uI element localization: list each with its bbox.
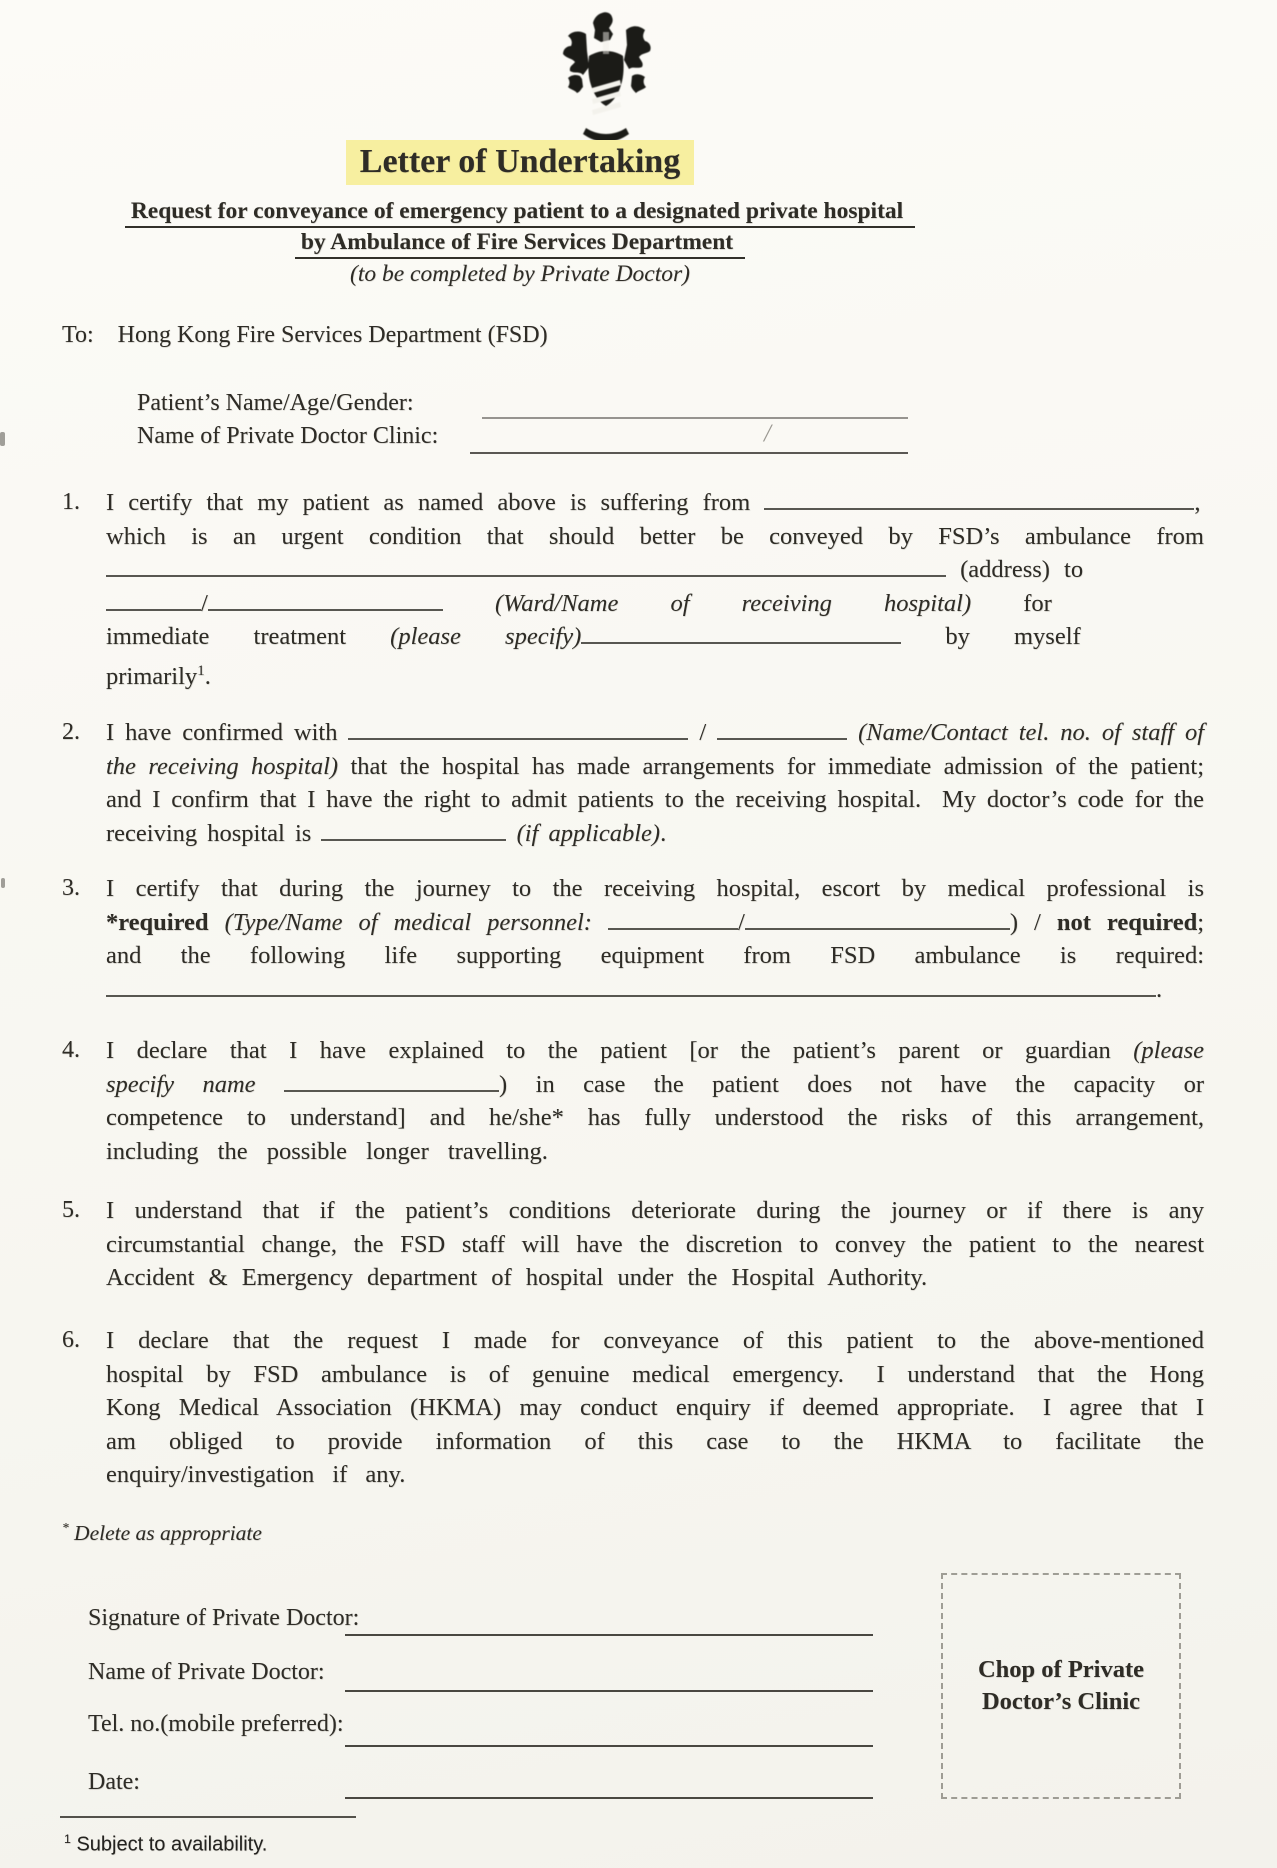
clause-text: / bbox=[738, 908, 745, 936]
clause-text: for bbox=[1023, 589, 1052, 617]
patient-name-blank-field bbox=[482, 417, 908, 419]
clause-text: . bbox=[660, 819, 667, 847]
asterisk-marker: * bbox=[62, 1520, 69, 1535]
clause-2 bbox=[62, 716, 1204, 850]
chop-box-line-1: Chop of Private bbox=[977, 1656, 1145, 1683]
chop-box-line-2: Doctor’s Clinic bbox=[981, 1688, 1141, 1715]
clause-2-text bbox=[106, 716, 1204, 850]
clause-4-number: 4. bbox=[62, 1037, 80, 1063]
subtitle-line-1: Request for conveyance of emergency patient to a designated private hospital bbox=[125, 198, 915, 228]
clause-text: / bbox=[699, 719, 707, 746]
clause-1-text bbox=[106, 486, 1204, 693]
clause-text: I declare that I have explained to the patient [or the patient’s parent or guardian bbox=[106, 1037, 1111, 1064]
blank-doctor-code bbox=[321, 836, 506, 841]
clause-text: I understand that the Hong Kong Medical Association (HKMA) may conduct enquiry if deemed appropriate. bbox=[106, 1360, 1204, 1421]
clause-text: / bbox=[1034, 908, 1041, 936]
clause-6-number: 6. bbox=[62, 1327, 80, 1353]
clause-text: . bbox=[204, 662, 211, 690]
clause-text: I certify that my patient as named above is suffering from bbox=[106, 489, 751, 516]
clause-text-italic: (please specify) bbox=[390, 623, 582, 650]
clause-text: ) bbox=[499, 1070, 508, 1098]
doctor-name-blank-field bbox=[345, 1690, 873, 1692]
blank-treatment bbox=[581, 639, 901, 644]
clause-text: ) bbox=[1009, 908, 1018, 936]
clause-3 bbox=[62, 872, 1204, 1006]
clinic-name-blank-field bbox=[470, 452, 908, 454]
chop-box bbox=[941, 1573, 1181, 1799]
clause-2-number: 2. bbox=[62, 719, 80, 745]
blank-staff-name bbox=[348, 735, 688, 740]
clause-5 bbox=[62, 1194, 1204, 1295]
subtitle-row-1 bbox=[0, 198, 1040, 225]
clause-text: by myself bbox=[945, 623, 1081, 650]
clause-text: primarily bbox=[106, 662, 198, 690]
tel-label: Tel. no.(mobile preferred): bbox=[88, 1711, 344, 1737]
clause-text-italic: (if applicable) bbox=[516, 819, 661, 847]
clause-text-bold: *required bbox=[106, 908, 209, 936]
footnote-text: Subject to availability. bbox=[76, 1833, 268, 1856]
clause-text: (address) to bbox=[960, 556, 1084, 583]
clause-text-italic: (please specify name bbox=[106, 1037, 1204, 1098]
clause-5-text bbox=[106, 1194, 1204, 1295]
scan-edge-artifact bbox=[0, 432, 5, 446]
title-row bbox=[0, 143, 1040, 181]
clause-text: that the hospital has made arrangements for immediate admission of the patient; and I confirm that I have the right to admit patients to the receiving hospital. bbox=[106, 752, 1204, 813]
clause-3-number: 3. bbox=[62, 875, 80, 901]
clause-text: I have confirmed with bbox=[106, 719, 338, 746]
clause-text: My doctor’s code for the receiving hospital is bbox=[106, 786, 1204, 847]
signature-label: Signature of Private Doctor: bbox=[88, 1605, 360, 1631]
footnote-number: 1 bbox=[64, 1832, 71, 1846]
date-blank-field bbox=[345, 1797, 873, 1799]
blank-receiving-hospital bbox=[208, 606, 443, 611]
clause-text-italic: (Type/Name of medical personnel: bbox=[224, 908, 592, 936]
footnote-availability bbox=[64, 1832, 267, 1857]
clause-text: I declare that the request I made for conveyance of this patient to the above-mentioned hospital by FSD ambulance is of genuine medical emergency. bbox=[106, 1327, 1204, 1388]
clause-5-number: 5. bbox=[62, 1197, 80, 1223]
clause-text: / bbox=[201, 589, 208, 617]
tel-blank-field bbox=[345, 1745, 873, 1747]
blank-equipment bbox=[106, 992, 1156, 997]
blank-guardian-name bbox=[284, 1087, 499, 1092]
clause-text: , bbox=[1194, 489, 1201, 516]
addressee-label: To: bbox=[62, 322, 94, 348]
signature-blank-field bbox=[345, 1634, 873, 1636]
clause-4 bbox=[62, 1034, 1204, 1168]
clause-6 bbox=[62, 1324, 1204, 1492]
blank-staff-tel bbox=[717, 735, 847, 740]
clinic-name-label: Name of Private Doctor Clinic: bbox=[137, 423, 439, 449]
patient-name-age-gender-label: Patient’s Name/Age/Gender: bbox=[137, 390, 414, 416]
blank-personnel-name bbox=[745, 925, 1010, 930]
date-label: Date: bbox=[88, 1769, 140, 1795]
clause-text: . bbox=[1156, 975, 1163, 1003]
page-title: Letter of Undertaking bbox=[346, 140, 694, 185]
handwritten-slash-mark: / bbox=[764, 420, 771, 447]
coat-of-arms-stamp bbox=[556, 12, 656, 148]
clause-text-italic: (Ward/Name of receiving hospital) bbox=[494, 589, 972, 617]
footnote-marker: 1 bbox=[197, 661, 205, 679]
blank-ward bbox=[106, 606, 201, 611]
blank-personnel-type bbox=[608, 925, 738, 930]
clause-4-text bbox=[106, 1034, 1204, 1168]
clause-1 bbox=[62, 486, 1204, 693]
clause-6-text bbox=[106, 1324, 1204, 1492]
blank-diagnosis bbox=[764, 505, 1194, 510]
clause-text-italic: (Name/Contact tel. no. of staff of the receiving hospital) bbox=[106, 719, 1205, 780]
clause-text: in case the patient does not have the capacity or competence to understand] and he/she* has fully understood the risks of this arrangement, including the possible longer travelling. bbox=[106, 1070, 1205, 1165]
addressee-value: Hong Kong Fire Services Department (FSD) bbox=[117, 322, 548, 348]
subtitle-row-2 bbox=[0, 229, 1040, 256]
clause-text: I certify that during the journey to the receiving hospital, escort by medical professional is bbox=[106, 875, 1204, 902]
doctor-name-label: Name of Private Doctor: bbox=[88, 1659, 325, 1685]
completion-note: (to be completed by Private Doctor) bbox=[350, 261, 690, 287]
scan-edge-artifact bbox=[1, 878, 5, 888]
clause-3-text bbox=[106, 872, 1204, 1006]
clause-1-number: 1. bbox=[62, 489, 80, 515]
footnote-separator bbox=[60, 1816, 356, 1818]
clause-text-bold: not required bbox=[1056, 908, 1198, 936]
delete-note-text: Delete as appropriate bbox=[74, 1521, 262, 1546]
clause-text: which is an urgent condition that should better be conveyed by FSD’s ambulance from bbox=[106, 522, 1204, 550]
delete-as-appropriate-note bbox=[62, 1520, 262, 1546]
blank-address bbox=[106, 572, 946, 577]
subtitle-line-2: by Ambulance of Fire Services Department bbox=[295, 229, 745, 259]
addressee-line bbox=[62, 322, 548, 349]
clause-text: I understand that if the patient’s conditions deteriorate during the journey or if there is any circumstantial change, the FSD staff will have the discretion to convey the patient to the nearest Accident & Emergency department of hospital under the Hospital Authority. bbox=[106, 1197, 1204, 1291]
clause-text: I agree that I am obliged to provide information of this case to the HKMA to facilitate the enquiry/investigation if any. bbox=[106, 1394, 1204, 1488]
clause-text: ; and the following life supporting equipment from FSD ambulance is required: bbox=[106, 908, 1205, 969]
clause-text: immediate treatment bbox=[106, 623, 347, 650]
